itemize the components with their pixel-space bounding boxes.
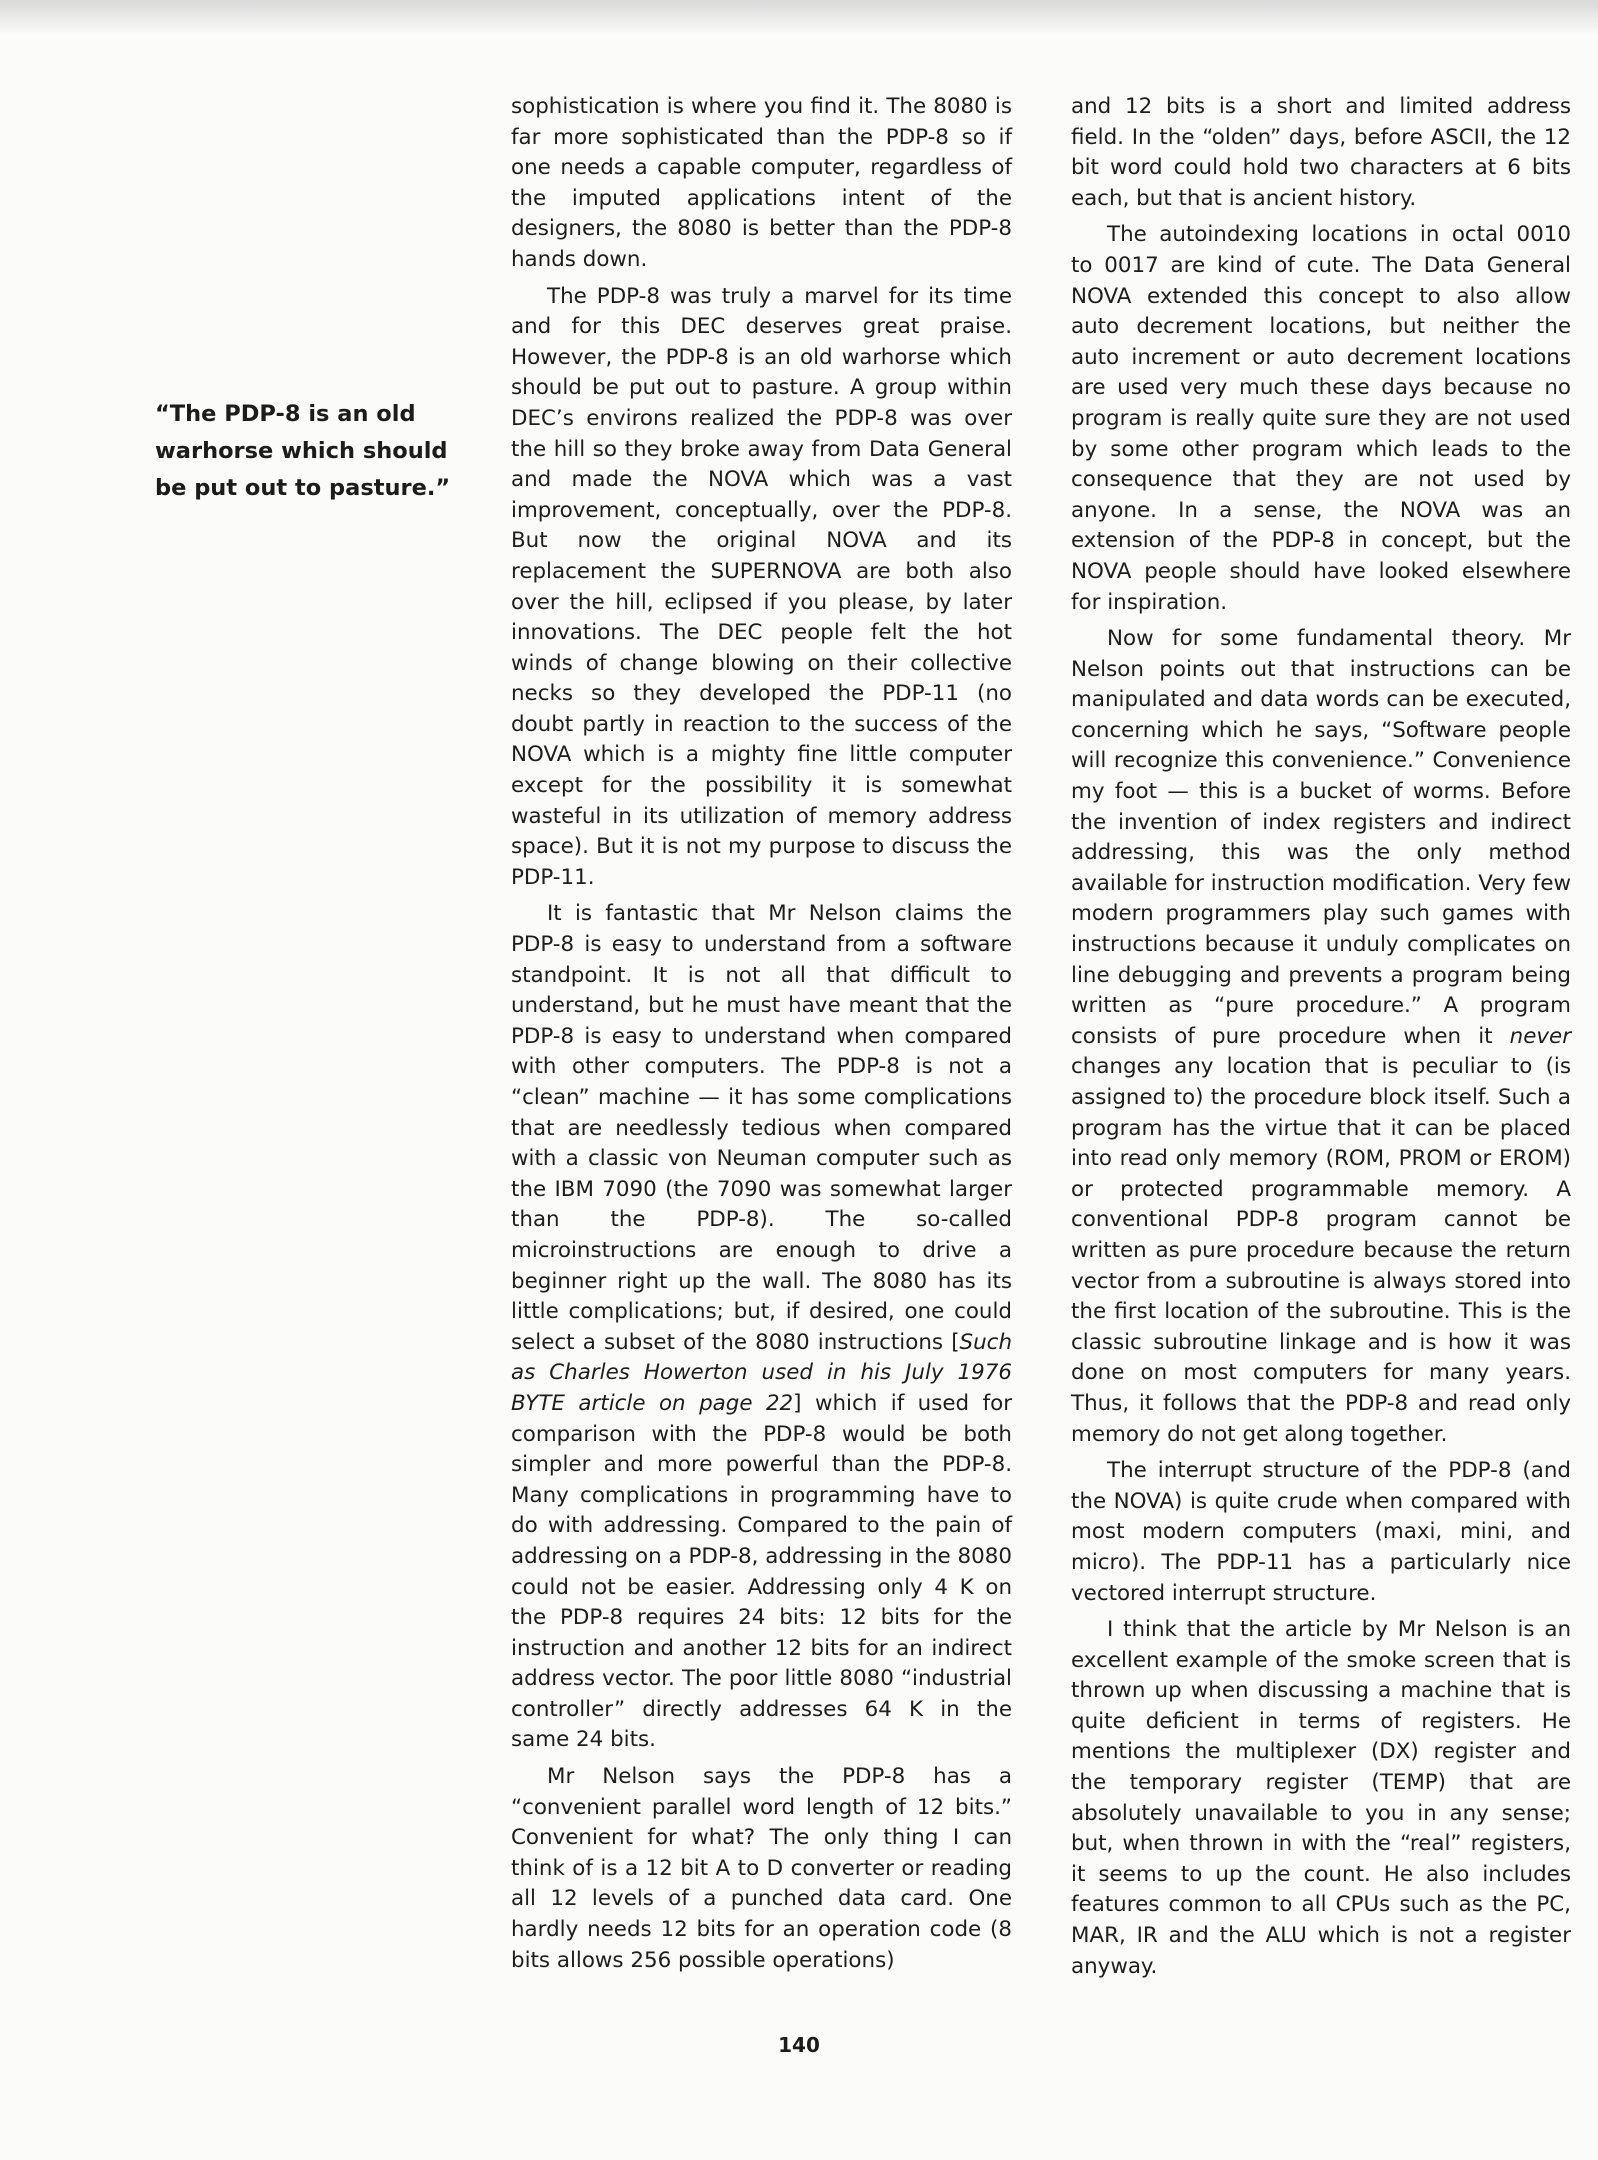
scan-shadow [0,0,1598,36]
paragraph: sophistication is where you find it. The 8080 is far more sophisticated than the PDP-8 so if one needs a capable computer, regardless of the imputed applications intent of the designers, the 8080 is better than the PDP-8 hands down. [511,94,1012,272]
paragraph: The PDP-8 was truly a marvel for its time and for this DEC deserves great praise. However, the PDP-8 is an old warhorse which should be put out to pasture. A group within DEC’s environs realized the PDP-8 was over the hill so they broke away from Data General and made the NOVA which was a vast improvement, conceptually, over the PDP-8. But now the original NOVA and its replacement the SUPERNOVA are both also over the hill, eclipsed if you please, by later innovations. The DEC people felt the hot winds of change blowing on their collective necks so they developed the PDP-11 (no doubt partly in reaction to the success of the NOVA which is a mighty fine little computer except for the possibility it is somewhat wasteful in its utilization of memory address space). But it is not my purpose to discuss the PDP-11. [511,283,1012,890]
paragraph [511,899,1012,1756]
paragraph: The autoindexing locations in octal 0010 to 0017 are kind of cute. The Data General NOVA extended this concept to also allow auto decrement locations, but neither the auto increment or auto decrement locations are used very much these days because no program is really quite sure they are not used by some other program which leads to the consequence that they are not used by anyone. In a sense, the NOVA was an extension of the PDP-8 in concept, but the NOVA people should have looked elsewhere for inspiration. [1071,222,1571,615]
pull-quote: “The PDP-8 is an old warhorse which should be put out to pasture.” [155,401,451,501]
paragraph: and 12 bits is a short and limited address field. In the “olden” days, before ASCII, the 12 bit word could hold two characters at 6 bits each, but that is ancient history. [1071,94,1571,211]
paragraph-text: It is fantastic that Mr Nelson claims the PDP-8 is easy to understand from a software standpoint. It is not all that difficult to understand, but he must have meant that the PDP-8 is easy to understand when compared with other computers. The PDP-8 is not a “clean” machine — it has some complications that are needlessly tedious when compared with a classic von Neuman computer such as the IBM 7090 (the 7090 was somewhat larger than the PDP-8). The so-called microinstructions are enough to drive a beginner right up the wall. The 8080 has its little complications; but, if desired, one could select a subset of the 8080 instructions [ [511,901,1012,1355]
paragraph-text: changes any location that is peculiar to (is assigned to) the procedure block itself. Such a program has the virtue that it can be placed into read only memory (ROM, PROM or EROM) or protected programmable memory. A conventional PDP-8 program cannot be written as pure procedure because the return vector from a subroutine is always stored into the first location of the subroutine. This is the classic subroutine linkage and is how it was done on most computers for many years. Thus, it follows that the PDP-8 and read only memory do not get along together. [1071,1054,1571,1447]
page-number: 140 [778,2033,820,2057]
paragraph: The interrupt structure of the PDP-8 (and the NOVA) is quite crude when compared with most modern computers (maxi, mini, and micro). The PDP-11 has a particularly nice vectored interrupt structure. [1071,1458,1571,1606]
text-column-left [511,92,1012,1976]
editor-note: Such as Charles Howerton used in his July 1976 BYTE article on page 22 [511,1329,1012,1416]
paragraph [1071,624,1571,1450]
emphasis: never [1509,1023,1571,1049]
paragraph-text: ] which if used for comparison with the PDP-8 would be both simpler and more powerful than the PDP-8. Many complications in programming have to do with addressing. Compared to the pain of addressing on a PDP-8, addressing in the 8080 could not be easier. Addressing only 4 K on the PDP-8 requires 24 bits: 12 bits for the instruction and another 12 bits for an indirect address vector. The poor little 8080 “industrial controller” directly addresses 64 K in the same 24 bits. [511,1390,1012,1753]
text-column-right [1071,92,1571,1982]
paragraph-text: Now for some fundamental theory. Mr Nelson points out that instructions can be manipulated and data words can be executed, concerning which he says, “Software people will recognize this convenience.” Convenience my foot — this is a bucket of worms. Before the invention of index registers and indirect addressing, this was the only method available for instruction modification. Very few modern programmers play such games with instructions because it unduly complicates on line debugging and prevents a program being written as “pure procedure.” A program consists of pure procedure when it [1071,626,1571,1049]
paragraph: Mr Nelson says the PDP-8 has a “convenient parallel word length of 12 bits.” Convenient for what? The only thing I can think of is a 12 bit A to D converter or reading all 12 levels of a punched data card. One hardly needs 12 bits for an operation code (8 bits allows 256 possible operations) [511,1764,1012,1973]
paragraph: I think that the article by Mr Nelson is an excellent example of the smoke screen that is thrown up when discussing a machine that is quite deficient in terms of registers. He mentions the multiplexer (DX) register and the temporary register (TEMP) that are absolutely unavailable to you in any sense; but, when thrown in with the “real” registers, it seems to up the count. He also includes features common to all CPUs such as the PC, MAR, IR and the ALU which is not a register anyway. [1071,1617,1571,1979]
